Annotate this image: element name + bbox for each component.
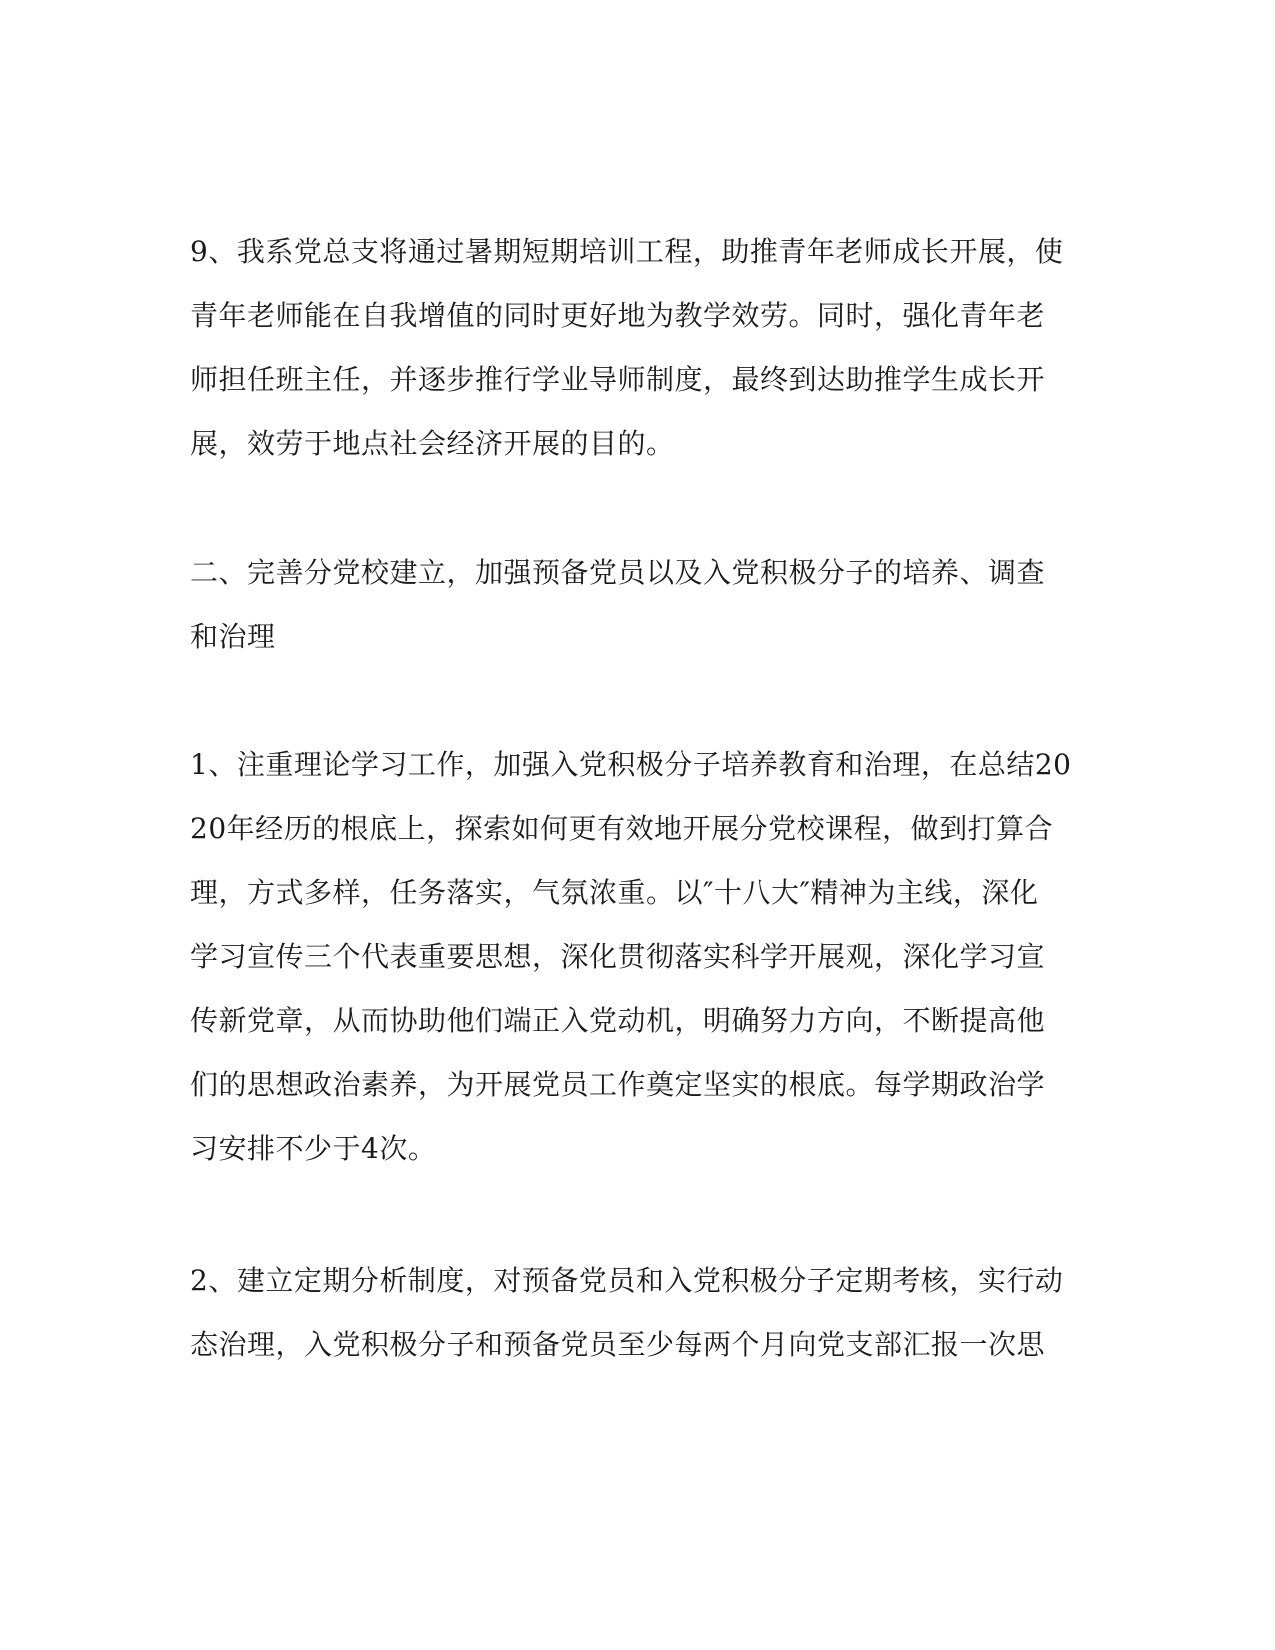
text-line: 理，方式多样，任务落实，气氛浓重。以″十八大″精神为主线，深化 [190, 876, 1039, 909]
text-line: 师担任班主任，并逐步推行学业导师制度，最终到达助推学生成长开 [190, 363, 1046, 396]
section-heading-2 [190, 541, 1085, 669]
text-line: 青年老师能在自我增值的同时更好地为教学效劳。同时，强化青年老 [190, 299, 1046, 332]
text-line: 2、建立定期分析制度，对预备党员和入党积极分子定期考核，实行动 [190, 1264, 1064, 1297]
text-line: 20年经历的根底上，探索如何更有效地开展分党校课程，做到打算合 [190, 812, 1054, 845]
text-line: 传新党章，从而协助他们端正入党动机，明确努力方向，不断提高他 [190, 1004, 1046, 1037]
text-line: 学习宣传三个代表重要思想，深化贯彻落实科学开展观，深化学习宣 [190, 940, 1046, 973]
text-line: 和治理 [190, 620, 276, 653]
paragraph-item-9 [190, 220, 1085, 476]
paragraph-item-1 [190, 733, 1085, 1181]
paragraph-item-2 [190, 1249, 1085, 1377]
text-line: 态治理，入党积极分子和预备党员至少每两个月向党支部汇报一次思 [190, 1328, 1046, 1361]
text-line: 二、完善分党校建立，加强预备党员以及入党积极分子的培养、调查 [190, 556, 1046, 589]
text-line: 9、我系党总支将通过暑期短期培训工程，助推青年老师成长开展，使 [190, 235, 1064, 268]
text-line: 1、注重理论学习工作，加强入党积极分子培养教育和治理，在总结20 [190, 748, 1072, 781]
text-line: 习安排不少于4次。 [190, 1132, 437, 1165]
text-line: 展，效劳于地点社会经济开展的目的。 [190, 427, 675, 460]
text-line: 们的思想政治素养，为开展党员工作奠定坚实的根底。每学期政治学 [190, 1068, 1046, 1101]
